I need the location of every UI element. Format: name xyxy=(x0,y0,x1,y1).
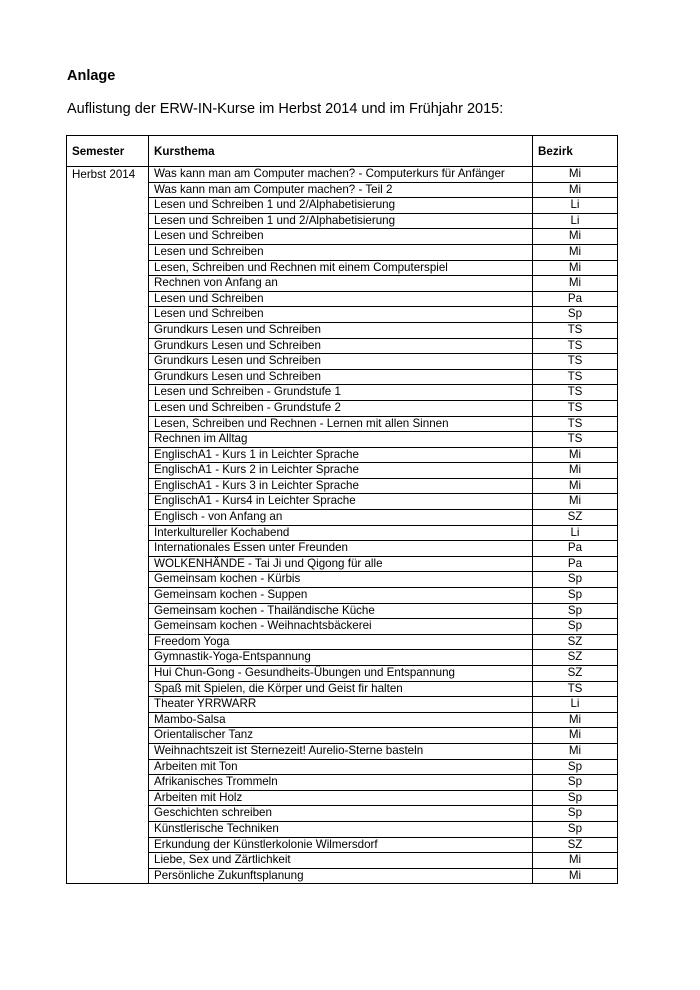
table-row xyxy=(67,447,618,463)
topic-cell: Spaß mit Spielen, die Körper und Geist fir halten xyxy=(149,681,533,697)
table-row xyxy=(67,697,618,713)
topic-cell: Gemeinsam kochen - Suppen xyxy=(149,588,533,604)
topic-cell: Lesen, Schreiben und Rechnen - Lernen mit allen Sinnen xyxy=(149,416,533,432)
topic-cell: Interkultureller Kochabend xyxy=(149,525,533,541)
topic-cell: Liebe, Sex und Zärtlichkeit xyxy=(149,853,533,869)
table-row xyxy=(67,167,618,183)
topic-cell: Grundkurs Lesen und Schreiben xyxy=(149,338,533,354)
topic-cell: Lesen und Schreiben 1 und 2/Alphabetisierung xyxy=(149,198,533,214)
topic-cell: EnglischA1 - Kurs 2 in Leichter Sprache xyxy=(149,463,533,479)
table-row xyxy=(67,619,618,635)
topic-cell: Lesen und Schreiben - Grundstufe 2 xyxy=(149,400,533,416)
table-row xyxy=(67,525,618,541)
topic-cell: Grundkurs Lesen und Schreiben xyxy=(149,369,533,385)
topic-cell: Was kann man am Computer machen? - Computerkurs für Anfänger xyxy=(149,167,533,183)
table-header-row xyxy=(67,136,618,167)
topic-cell: Lesen und Schreiben xyxy=(149,229,533,245)
district-cell: Li xyxy=(533,213,618,229)
topic-cell: Lesen und Schreiben xyxy=(149,291,533,307)
topic-cell: Afrikanisches Trommeln xyxy=(149,775,533,791)
course-table xyxy=(66,135,618,884)
district-cell: TS xyxy=(533,354,618,370)
table-row xyxy=(67,478,618,494)
district-cell: TS xyxy=(533,338,618,354)
district-cell: SZ xyxy=(533,510,618,526)
table-row xyxy=(67,634,618,650)
district-cell: Pa xyxy=(533,556,618,572)
district-cell: Mi xyxy=(533,463,618,479)
topic-cell: Erkundung der Künstlerkolonie Wilmersdorf xyxy=(149,837,533,853)
topic-cell: Künstlerische Techniken xyxy=(149,821,533,837)
district-cell: Mi xyxy=(533,728,618,744)
table-row xyxy=(67,821,618,837)
topic-cell: Weihnachtszeit ist Sternezeit! Aurelio-Sterne basteln xyxy=(149,743,533,759)
table-row xyxy=(67,650,618,666)
table-row xyxy=(67,260,618,276)
table-row xyxy=(67,307,618,323)
table-row xyxy=(67,588,618,604)
district-cell: Pa xyxy=(533,541,618,557)
topic-cell: Arbeiten mit Holz xyxy=(149,790,533,806)
district-cell: Sp xyxy=(533,572,618,588)
district-cell: Sp xyxy=(533,619,618,635)
topic-cell: Theater YRRWARR xyxy=(149,697,533,713)
topic-cell: EnglischA1 - Kurs 1 in Leichter Sprache xyxy=(149,447,533,463)
district-cell: Mi xyxy=(533,853,618,869)
table-row xyxy=(67,603,618,619)
district-cell: Mi xyxy=(533,244,618,260)
table-row xyxy=(67,806,618,822)
table-row xyxy=(67,338,618,354)
document-subtitle: Auflistung der ERW-IN-Kurse im Herbst 2014 und im Frühjahr 2015: xyxy=(67,101,504,117)
topic-cell: Geschichten schreiben xyxy=(149,806,533,822)
district-cell: Sp xyxy=(533,790,618,806)
district-cell: Mi xyxy=(533,712,618,728)
district-cell: Sp xyxy=(533,759,618,775)
topic-cell: Grundkurs Lesen und Schreiben xyxy=(149,354,533,370)
header-district: Bezirk xyxy=(533,136,618,167)
table-row xyxy=(67,385,618,401)
table-row xyxy=(67,853,618,869)
table-row xyxy=(67,572,618,588)
table-row xyxy=(67,541,618,557)
table-row xyxy=(67,400,618,416)
topic-cell: Lesen und Schreiben 1 und 2/Alphabetisierung xyxy=(149,213,533,229)
topic-cell: Grundkurs Lesen und Schreiben xyxy=(149,322,533,338)
table-row xyxy=(67,775,618,791)
topic-cell: Freedom Yoga xyxy=(149,634,533,650)
topic-cell: Gemeinsam kochen - Weihnachtsbäckerei xyxy=(149,619,533,635)
district-cell: Mi xyxy=(533,260,618,276)
table-row xyxy=(67,322,618,338)
topic-cell: Hui Chun-Gong - Gesundheits-Übungen und Entspannung xyxy=(149,666,533,682)
district-cell: Mi xyxy=(533,868,618,884)
table-row xyxy=(67,868,618,884)
semester-cell: Herbst 2014 xyxy=(67,167,149,884)
district-cell: Mi xyxy=(533,167,618,183)
topic-cell: Internationales Essen unter Freunden xyxy=(149,541,533,557)
district-cell: SZ xyxy=(533,837,618,853)
document-heading: Anlage xyxy=(67,68,116,84)
table-row xyxy=(67,463,618,479)
district-cell: Li xyxy=(533,525,618,541)
header-topic: Kursthema xyxy=(149,136,533,167)
district-cell: SZ xyxy=(533,634,618,650)
header-semester: Semester xyxy=(67,136,149,167)
topic-cell: Lesen und Schreiben - Grundstufe 1 xyxy=(149,385,533,401)
topic-cell: EnglischA1 - Kurs4 in Leichter Sprache xyxy=(149,494,533,510)
table-row xyxy=(67,681,618,697)
table-row xyxy=(67,712,618,728)
table-row xyxy=(67,510,618,526)
table-row xyxy=(67,416,618,432)
district-cell: Mi xyxy=(533,447,618,463)
table-row xyxy=(67,198,618,214)
topic-cell: Arbeiten mit Ton xyxy=(149,759,533,775)
table-row xyxy=(67,244,618,260)
district-cell: Sp xyxy=(533,806,618,822)
district-cell: Sp xyxy=(533,603,618,619)
district-cell: Li xyxy=(533,198,618,214)
district-cell: Sp xyxy=(533,821,618,837)
table-row xyxy=(67,182,618,198)
table-row xyxy=(67,213,618,229)
table-row xyxy=(67,556,618,572)
district-cell: TS xyxy=(533,416,618,432)
topic-cell: Lesen und Schreiben xyxy=(149,307,533,323)
topic-cell: Orientalischer Tanz xyxy=(149,728,533,744)
table-row xyxy=(67,369,618,385)
table-row xyxy=(67,276,618,292)
table-row xyxy=(67,728,618,744)
topic-cell: Persönliche Zukunftsplanung xyxy=(149,868,533,884)
table-row xyxy=(67,354,618,370)
table-row xyxy=(67,743,618,759)
district-cell: Mi xyxy=(533,478,618,494)
topic-cell: Rechnen von Anfang an xyxy=(149,276,533,292)
district-cell: TS xyxy=(533,400,618,416)
topic-cell: Gemeinsam kochen - Thailändische Küche xyxy=(149,603,533,619)
topic-cell: Lesen und Schreiben xyxy=(149,244,533,260)
topic-cell: WOLKENHÄNDE - Tai Ji und Qigong für alle xyxy=(149,556,533,572)
topic-cell: Mambo-Salsa xyxy=(149,712,533,728)
topic-cell: Was kann man am Computer machen? - Teil 2 xyxy=(149,182,533,198)
district-cell: Mi xyxy=(533,276,618,292)
table-row xyxy=(67,837,618,853)
table-row xyxy=(67,666,618,682)
district-cell: Sp xyxy=(533,588,618,604)
topic-cell: Gemeinsam kochen - Kürbis xyxy=(149,572,533,588)
district-cell: SZ xyxy=(533,650,618,666)
district-cell: Mi xyxy=(533,229,618,245)
district-cell: Mi xyxy=(533,494,618,510)
table-row xyxy=(67,790,618,806)
district-cell: Pa xyxy=(533,291,618,307)
district-cell: Mi xyxy=(533,743,618,759)
district-cell: TS xyxy=(533,681,618,697)
table-row xyxy=(67,229,618,245)
table-body xyxy=(67,167,618,884)
table-row xyxy=(67,759,618,775)
district-cell: Sp xyxy=(533,307,618,323)
table-row xyxy=(67,494,618,510)
district-cell: Li xyxy=(533,697,618,713)
topic-cell: Rechnen im Alltag xyxy=(149,432,533,448)
topic-cell: Gymnastik-Yoga-Entspannung xyxy=(149,650,533,666)
table-row xyxy=(67,291,618,307)
topic-cell: EnglischA1 - Kurs 3 in Leichter Sprache xyxy=(149,478,533,494)
district-cell: Sp xyxy=(533,775,618,791)
table-row xyxy=(67,432,618,448)
district-cell: TS xyxy=(533,322,618,338)
district-cell: TS xyxy=(533,385,618,401)
topic-cell: Lesen, Schreiben und Rechnen mit einem Computerspiel xyxy=(149,260,533,276)
district-cell: TS xyxy=(533,369,618,385)
topic-cell: Englisch - von Anfang an xyxy=(149,510,533,526)
district-cell: TS xyxy=(533,432,618,448)
district-cell: SZ xyxy=(533,666,618,682)
district-cell: Mi xyxy=(533,182,618,198)
